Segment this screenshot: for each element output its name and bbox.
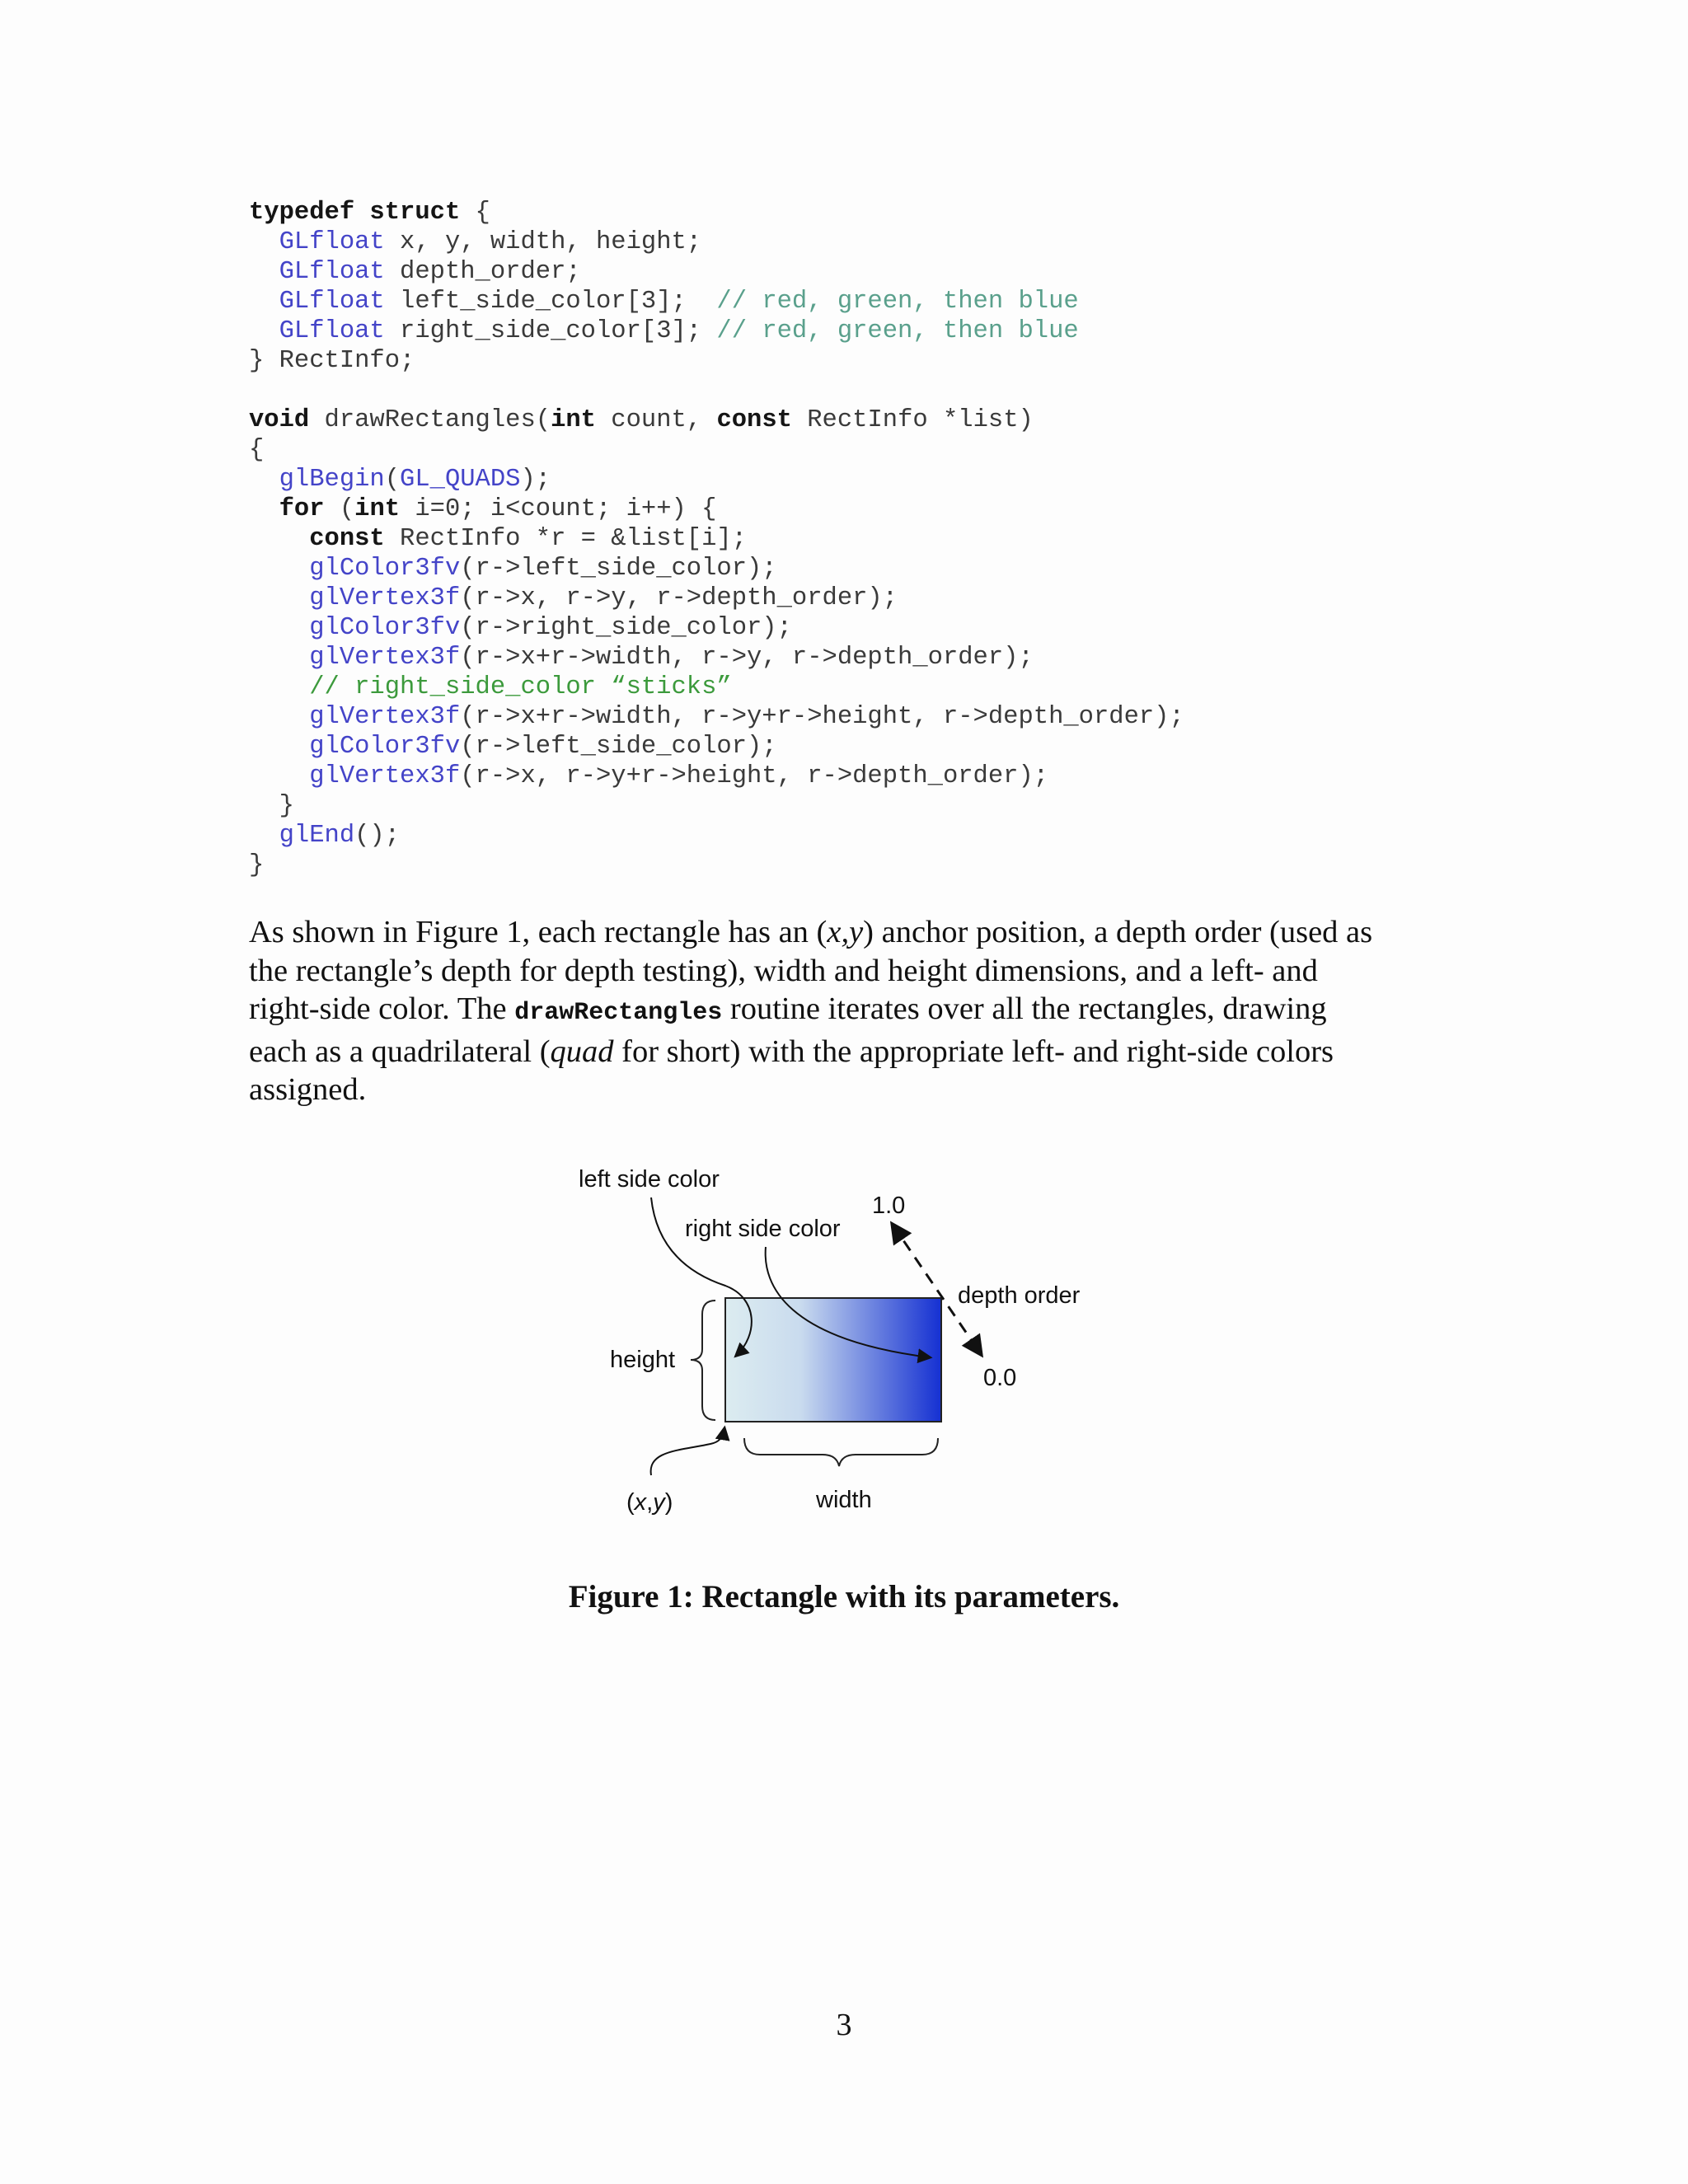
code-token: int (354, 495, 401, 523)
code-token: count, (596, 406, 717, 434)
code-token: } (249, 851, 265, 879)
code-token: GLfloat (279, 288, 385, 316)
code-token: glColor3fv (309, 733, 461, 761)
paragraph-text: assigned. (249, 1072, 367, 1107)
paragraph-text: ) anchor position, a depth order (used as (863, 915, 1373, 949)
width-label: width (816, 1487, 872, 1513)
height-label: height (610, 1347, 676, 1373)
page-number: 3 (836, 2008, 852, 2042)
code-token: glVertex3f (309, 703, 461, 731)
code-token: RectInfo *list) (791, 406, 1034, 434)
code-token: // red, green, then blue (716, 288, 1079, 316)
code-token: glBegin (279, 466, 385, 494)
code-token: typedef struct (249, 199, 461, 227)
paragraph-text: each as a quadrilateral ( (249, 1033, 551, 1069)
code-token: ); (520, 466, 551, 494)
code-token: (); (354, 822, 401, 850)
paragraph-text: routine iterates over all the rectangles, drawing (722, 991, 1327, 1026)
anchor-y-label: y (653, 1489, 665, 1516)
paragraph-text: for short) with the appropriate left- and right-side colors (613, 1033, 1334, 1069)
code-token: GLfloat (279, 228, 385, 256)
paragraph-text: the rectangle’s depth for depth testing), width and height dimensions, and a left- and (249, 953, 1318, 988)
code-token: glColor3fv (309, 555, 461, 583)
code-token: (r->x+r->width, r->y+r->height, r->depth_order); (460, 703, 1184, 731)
code-token: (r->right_side_color); (460, 614, 792, 642)
code-token: (r->x, r->y+r->height, r->depth_order); (460, 762, 1049, 790)
paragraph-text: x,y (827, 915, 864, 949)
code-token: RectInfo *r = &list[i]; (384, 525, 748, 553)
code-token: (r->x+r->width, r->y, r->depth_order); (460, 644, 1034, 672)
depth-high-label: 1.0 (872, 1193, 906, 1219)
code-token: GLfloat (279, 258, 385, 286)
code-token: right_side_color[3]; (384, 317, 717, 345)
code-token: for (279, 495, 325, 523)
width-brace (744, 1438, 938, 1466)
code-token: glColor3fv (309, 614, 461, 642)
code-token: glVertex3f (309, 584, 461, 612)
paragraph-text: right-side color. The (249, 991, 515, 1026)
code-token: i=0; i<count; i++) { (400, 495, 717, 523)
code-token: const (716, 406, 792, 434)
gradient-rectangle (725, 1298, 941, 1422)
code-token: depth_order; (384, 258, 581, 286)
depth-low-label: 0.0 (983, 1365, 1017, 1391)
right-side-color-label: right side color (685, 1216, 841, 1242)
code-token: GL_QUADS (400, 466, 521, 494)
code-token: const (309, 525, 385, 553)
code-token: { (249, 436, 265, 464)
code-token: } (249, 792, 294, 820)
code-token: (r->left_side_color); (460, 733, 777, 761)
code-token: left_side_color[3]; (384, 288, 717, 316)
paragraph-text: As shown in Figure 1, each rectangle has an ( (249, 915, 828, 949)
code-token: glVertex3f (309, 762, 461, 790)
anchor-label: (x,y) (626, 1489, 673, 1516)
code-token: ( (324, 495, 355, 523)
code-token: void (249, 406, 310, 434)
code-token: x, y, width, height; (384, 228, 702, 256)
left-side-color-label: left side color (579, 1166, 720, 1193)
code-token: glEnd (279, 822, 355, 850)
paragraph-text: quad (550, 1033, 614, 1069)
inline-code: drawRectangles (514, 999, 723, 1027)
code-token: int (551, 406, 596, 434)
code-token: GLfloat (279, 317, 385, 345)
code-token: } RectInfo; (249, 347, 415, 375)
code-token: glVertex3f (309, 644, 461, 672)
anchor-arrow (651, 1428, 724, 1475)
figure-caption: Figure 1: Rectangle with its parameters. (568, 1579, 1120, 1615)
code-token: // right_side_color “sticks” (309, 673, 732, 701)
code-token: (r->left_side_color); (460, 555, 777, 583)
code-token: ( (384, 466, 401, 494)
code-token: { (460, 199, 490, 227)
anchor-x-label: x (634, 1489, 647, 1516)
code-token: drawRectangles( (309, 406, 551, 434)
height-brace (691, 1301, 715, 1420)
depth-order-label: depth order (958, 1282, 1081, 1309)
code-token: (r->x, r->y, r->depth_order); (460, 584, 898, 612)
code-token: // red, green, then blue (716, 317, 1079, 345)
